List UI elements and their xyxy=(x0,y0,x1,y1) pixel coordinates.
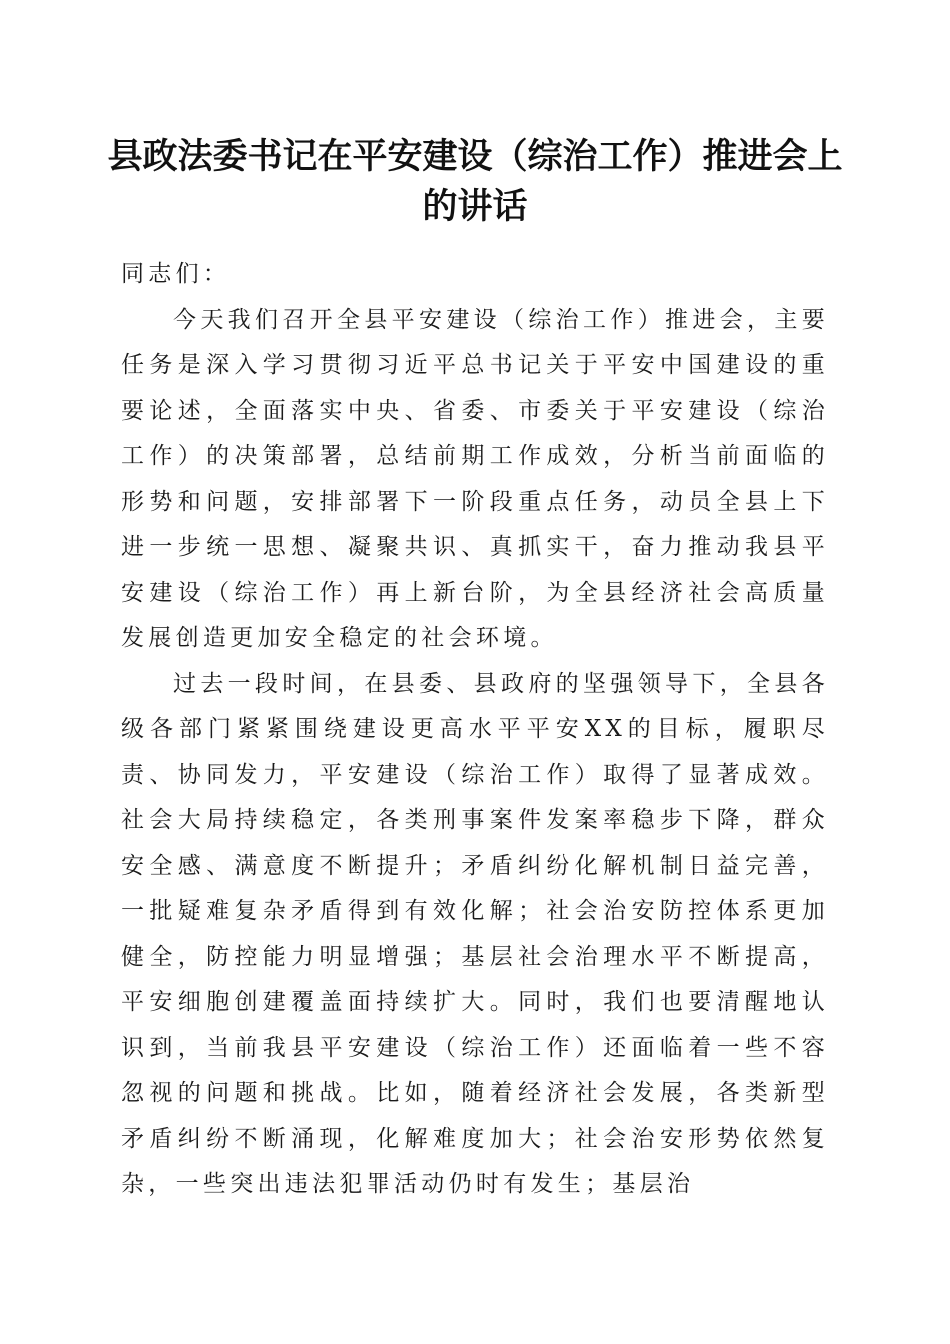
salutation: 同志们： xyxy=(121,261,231,287)
document-body xyxy=(121,252,829,1208)
document-title: 县政法委书记在平安建设（综治工作）推进会上的讲话 xyxy=(107,136,843,227)
paragraph-1: 今天我们召开全县平安建设（综治工作）推进会，主要任务是深入学习贯彻习近平总书记关于平安中国建设的重要论述，全面落实中央、省委、市委关于平安建设（综治工作）的决策部署，总结前期工作成效，分析当前面临的形势和问题，安排部署下一阶段重点任务，动员全县上下进一步统一思想、凝聚共识、真抓实干，奋力推动我县平安建设（综治工作）再上新台阶，为全县经济社会高质量发展创造更加安全稳定的社会环境。 xyxy=(121,306,829,651)
paragraph-2: 过去一段时间，在县委、县政府的坚强领导下，全县各级各部门紧紧围绕建设更高水平平安XX的目标，履职尽责、协同发力，平安建设（综治工作）取得了显著成效。社会大局持续稳定，各类刑事案件发案率稳步下降，群众安全感、满意度不断提升；矛盾纠纷化解机制日益完善，一批疑难复杂矛盾得到有效化解；社会治安防控体系更加健全，防控能力明显增强；基层社会治理水平不断提高，平安细胞创建覆盖面持续扩大。同时，我们也要清醒地认识到，当前我县平安建设（综治工作）还面临着一些不容忽视的问题和挑战。比如，随着经济社会发展，各类新型矛盾纠纷不断涌现，化解难度加大；社会治安形势依然复杂，一些突出违法犯罪活动仍时有发生；基层治 xyxy=(121,670,829,1197)
